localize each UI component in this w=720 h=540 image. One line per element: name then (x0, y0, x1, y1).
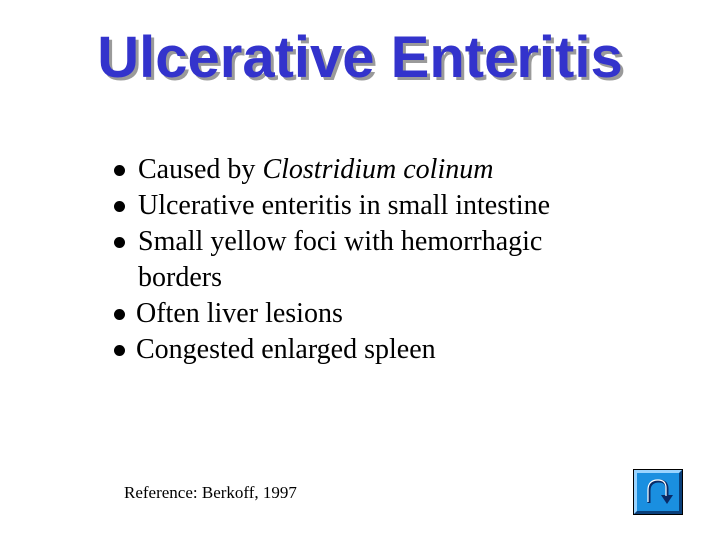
slide-title: Ulcerative Enteritis (97, 25, 623, 90)
bullet-dot-icon (114, 165, 125, 176)
bullet-dot-icon (114, 201, 125, 212)
bullet-list (0, 152, 720, 368)
bullet-text: Often liver lesions (136, 298, 343, 329)
bullet-dot-icon (114, 237, 125, 248)
bullet-item (0, 224, 720, 296)
bullet-item (0, 332, 720, 368)
reference-text: Reference: Berkoff, 1997 (124, 483, 297, 502)
bullet-text: Small yellow foci with hemorrhagic (138, 226, 543, 257)
bullet-text: Ulcerative enteritis in small intestine (138, 190, 551, 221)
bullet-continuation-text: borders (138, 262, 222, 293)
bullet-item (0, 296, 720, 332)
bullet-item (0, 152, 720, 188)
bullet-italic-text: Clostridium colinum (262, 154, 494, 185)
bullet-item (0, 188, 720, 224)
return-button[interactable] (634, 470, 682, 514)
bullet-text: Congested enlarged spleen (136, 334, 436, 365)
bullet-dot-icon (114, 309, 125, 320)
bullet-text: Caused by (138, 154, 263, 185)
u-turn-return-icon (637, 473, 679, 511)
bullet-dot-icon (114, 345, 125, 356)
